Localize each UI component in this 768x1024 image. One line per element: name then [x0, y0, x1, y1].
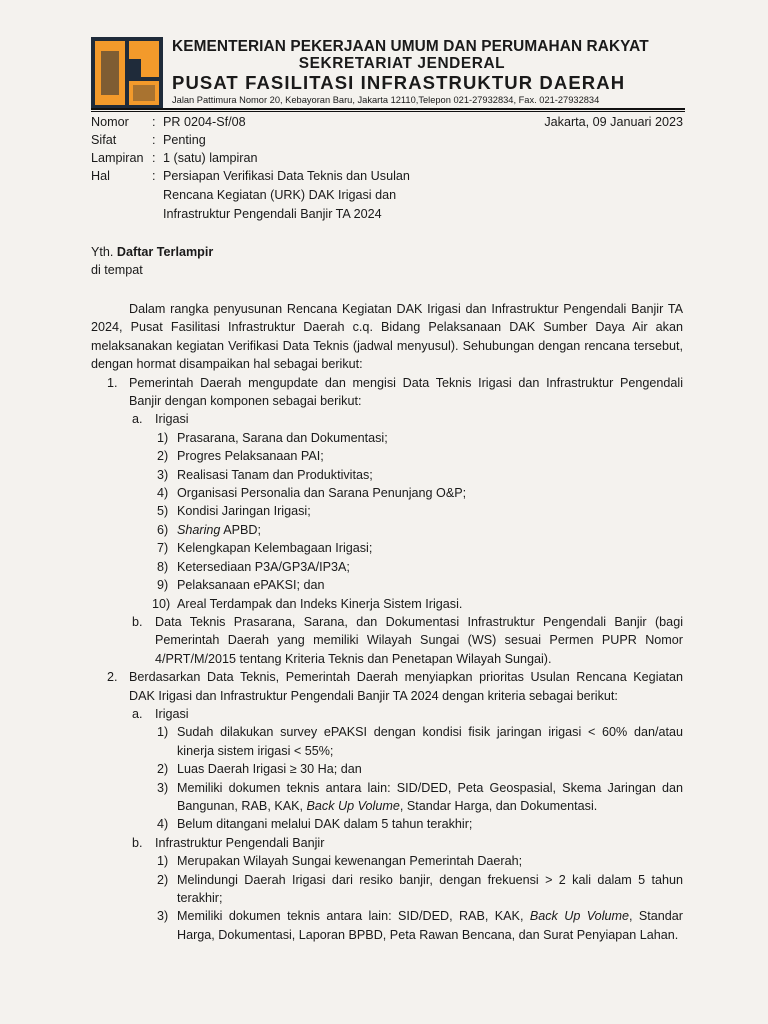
list-item: [152, 595, 683, 613]
meta-colon: :: [152, 169, 156, 183]
list-item-text: Prasarana, Sarana dan Dokumentasi;: [177, 430, 388, 445]
sub-letter: a.: [132, 412, 143, 427]
list-item-text: Sudah dilakukan survey ePAKSI dengan kondisi fisik jaringan irigasi < 60% dan/atau kinerja sistem irigasi < 55%;: [177, 725, 683, 758]
point-2b: [129, 834, 683, 944]
list-item-number: 10): [152, 596, 171, 611]
list-item: [155, 429, 683, 447]
sub-title: Irigasi: [155, 412, 189, 427]
subject-line: Rencana Kegiatan (URK) DAK Irigasi dan: [163, 188, 397, 202]
subject-line: Persiapan Verifikasi Data Teknis dan Usulan: [163, 169, 410, 183]
sub-title: Infrastruktur Pengendali Banjir: [155, 835, 325, 850]
list-item: [155, 852, 683, 870]
list-item-text: Kelengkapan Kelembagaan Irigasi;: [177, 541, 373, 556]
list-item: [155, 558, 683, 576]
header-divider-thin: [91, 111, 685, 112]
list-item: [155, 484, 683, 502]
point-number: 1.: [107, 375, 118, 390]
list-item-text: Pelaksanaan ePAKSI; dan: [177, 578, 325, 593]
center-name: PUSAT FASILITASI INFRASTRUKTUR DAERAH: [172, 72, 626, 93]
list-item-number: 1): [157, 725, 169, 740]
list-item-text: Belum ditangani melalui DAK dalam 5 tahun terakhir;: [177, 817, 473, 832]
meta-sifat: [91, 131, 691, 149]
sub-title: Irigasi: [155, 706, 189, 721]
letter-date: Jakarta, 09 Januari 2023: [544, 115, 683, 129]
list-item-number: 2): [157, 762, 169, 777]
list-item: [155, 815, 683, 833]
list-item: [155, 447, 683, 465]
point-2a: [129, 705, 683, 834]
list-item: [155, 539, 683, 557]
list-item-text: Areal Terdampak dan Indeks Kinerja Sistem Irigasi.: [177, 596, 463, 611]
list-item-number: 4): [157, 817, 169, 832]
list-item-number: 3): [157, 909, 169, 924]
list-item-emphasis: Back Up Volume: [306, 798, 400, 813]
list-item: [155, 502, 683, 520]
meta-value: 1 (satu) lampiran: [163, 151, 258, 165]
list-item-number: 1): [157, 430, 169, 445]
list-item: [155, 723, 683, 760]
list-item-number: 3): [157, 467, 169, 482]
point-text: Berdasarkan Data Teknis, Pemerintah Daerah menyiapkan prioritas Usulan Rencana Kegiatan DAK Irigasi dan Infrastruktur Pengendali Banjir TA 2024 dengan kriteria sebagai berikut:: [129, 670, 683, 703]
meta-subject: [163, 167, 410, 224]
irigasi-components-list: [152, 429, 683, 613]
list-item-text-part: Memiliki dokumen teknis antara lain: SID/DED, RAB, KAK,: [177, 909, 530, 924]
list-item-number: 2): [157, 872, 169, 887]
subject-line: Infrastruktur Pengendali Banjir TA 2024: [163, 207, 382, 221]
point-2: [91, 668, 683, 944]
sub-letter: a.: [132, 706, 143, 721]
intro-paragraph: Dalam rangka penyusunan Rencana Kegiatan DAK Irigasi dan Infrastruktur Pengendali Banjir TA 2024, Pusat Fasilitasi Infrastruktur Daerah c.q. Bidang Pelaksanaan DAK Sumber Daya Air akan melaksanakan kegiatan Verifikasi Data Teknis (jadwal menyusul). Sehubungan dengan rencana tersebut, dengan hormat disampaikan hal sebagai berikut:: [91, 302, 683, 372]
list-item-number: 3): [157, 780, 169, 795]
meta-label: Nomor: [91, 115, 129, 129]
list-item: [155, 576, 683, 594]
list-item-text: Merupakan Wilayah Sungai kewenangan Pemerintah Daerah;: [177, 854, 523, 869]
list-item-number: 6): [157, 522, 169, 537]
list-item-text-part: , Standar Harga, Dokumentasi, Laporan BPBD, Peta Rawan Bencana, dan Surat Penyiapan Lahan.: [177, 909, 684, 942]
list-item-number: 4): [157, 486, 169, 501]
pupr-logo-icon: [91, 37, 163, 109]
address: Jalan Pattimura Nomor 20, Kebayoran Baru, Jakarta 12110,Telepon 021-27932834, Fax. 021-27932834: [172, 95, 600, 105]
meta-label: Lampiran: [91, 151, 144, 165]
point-1a: [129, 410, 683, 612]
list-item: [155, 871, 683, 908]
list-item-text: Melindungi Daerah Irigasi dari resiko banjir, dengan frekuensi > 2 kali dalam 5 tahun terakhir;: [177, 872, 683, 905]
irigasi-criteria-list: [155, 723, 683, 833]
list-item-text: Ketersediaan P3A/GP3A/IP3A;: [177, 559, 350, 574]
list-item-text-part: Memiliki dokumen teknis antara lain: SID/DED, Peta Geospasial, Skema Jaringan dan Bangunan, RAB, KAK,: [177, 780, 683, 813]
header-divider: [91, 108, 685, 110]
point-text: Pemerintah Daerah mengupdate dan mengisi Data Teknis Irigasi dan Infrastruktur Pengendali Banjir dengan komponen sebagai berikut:: [129, 375, 683, 409]
secretariat-name: SEKRETARIAT JENDERAL: [298, 55, 506, 72]
list-item-number: 1): [157, 854, 169, 869]
sub-text: Data Teknis Prasarana, Sarana, dan Dokumentasi Infrastruktur Pengendali Banjir (bagi Pemerintah Daerah yang memiliki Wilayah Sungai (WS) sesuai Permen PUPR Nomor 4/PRT/M/2015 tentang Kriteria Teknis dan Penetapan Wilayah Sungai).: [155, 614, 683, 666]
meta-label: Hal: [91, 169, 110, 183]
meta-hal: [91, 167, 691, 224]
list-item: [155, 466, 683, 484]
flood-criteria-list: [155, 852, 683, 944]
list-item-text-part: APBD;: [220, 522, 262, 537]
list-item-text: Luas Daerah Irigasi ≥ 30 Ha; dan: [177, 762, 362, 777]
list-item-text: [177, 779, 683, 816]
list-item-number: 8): [157, 559, 169, 574]
meta-colon: :: [152, 115, 156, 129]
sub-letter: b.: [132, 835, 143, 850]
letterhead: [172, 38, 692, 106]
list-item: [155, 907, 683, 944]
list-item-emphasis: Back Up Volume: [529, 909, 629, 924]
list-item-emphasis: Sharing: [177, 522, 221, 537]
meta-lampiran: [91, 149, 691, 167]
point-1b: [129, 613, 683, 668]
point-number: 2.: [107, 670, 118, 685]
list-item-text-part: , Standar Harga, dan Dokumentasi.: [399, 798, 598, 813]
list-item-number: 5): [157, 504, 169, 519]
letter-body: [91, 300, 683, 944]
list-item-text: [177, 907, 683, 944]
letter-meta: [91, 113, 691, 224]
list-item-text: [177, 521, 683, 539]
meta-label: Sifat: [91, 133, 117, 147]
recipient: [91, 243, 213, 279]
list-item: [155, 521, 683, 539]
recipient-name: Daftar Terlampir: [116, 245, 214, 259]
meta-colon: :: [152, 151, 156, 165]
meta-colon: :: [152, 133, 156, 147]
list-item-number: 9): [157, 578, 169, 593]
list-item: [155, 779, 683, 816]
list-item-text: Realisasi Tanam dan Produktivitas;: [177, 467, 373, 482]
meta-value: PR 0204-Sf/08: [163, 115, 246, 129]
list-item: [155, 760, 683, 778]
meta-nomor: [91, 113, 691, 131]
list-item-number: 2): [157, 449, 169, 464]
list-item-number: 7): [157, 541, 169, 556]
recipient-prefix: Yth.: [91, 245, 114, 259]
list-item-text: Progres Pelaksanaan PAI;: [177, 449, 324, 464]
ministry-name: KEMENTERIAN PEKERJAAN UMUM DAN PERUMAHAN RAKYAT: [172, 38, 649, 55]
recipient-place: di tempat: [91, 263, 143, 277]
point-1: [91, 374, 683, 669]
list-item-text: Organisasi Personalia dan Sarana Penunjang O&P;: [177, 486, 467, 501]
sub-letter: b.: [132, 614, 143, 629]
meta-value: Penting: [163, 133, 206, 147]
list-item-text: Kondisi Jaringan Irigasi;: [177, 504, 311, 519]
